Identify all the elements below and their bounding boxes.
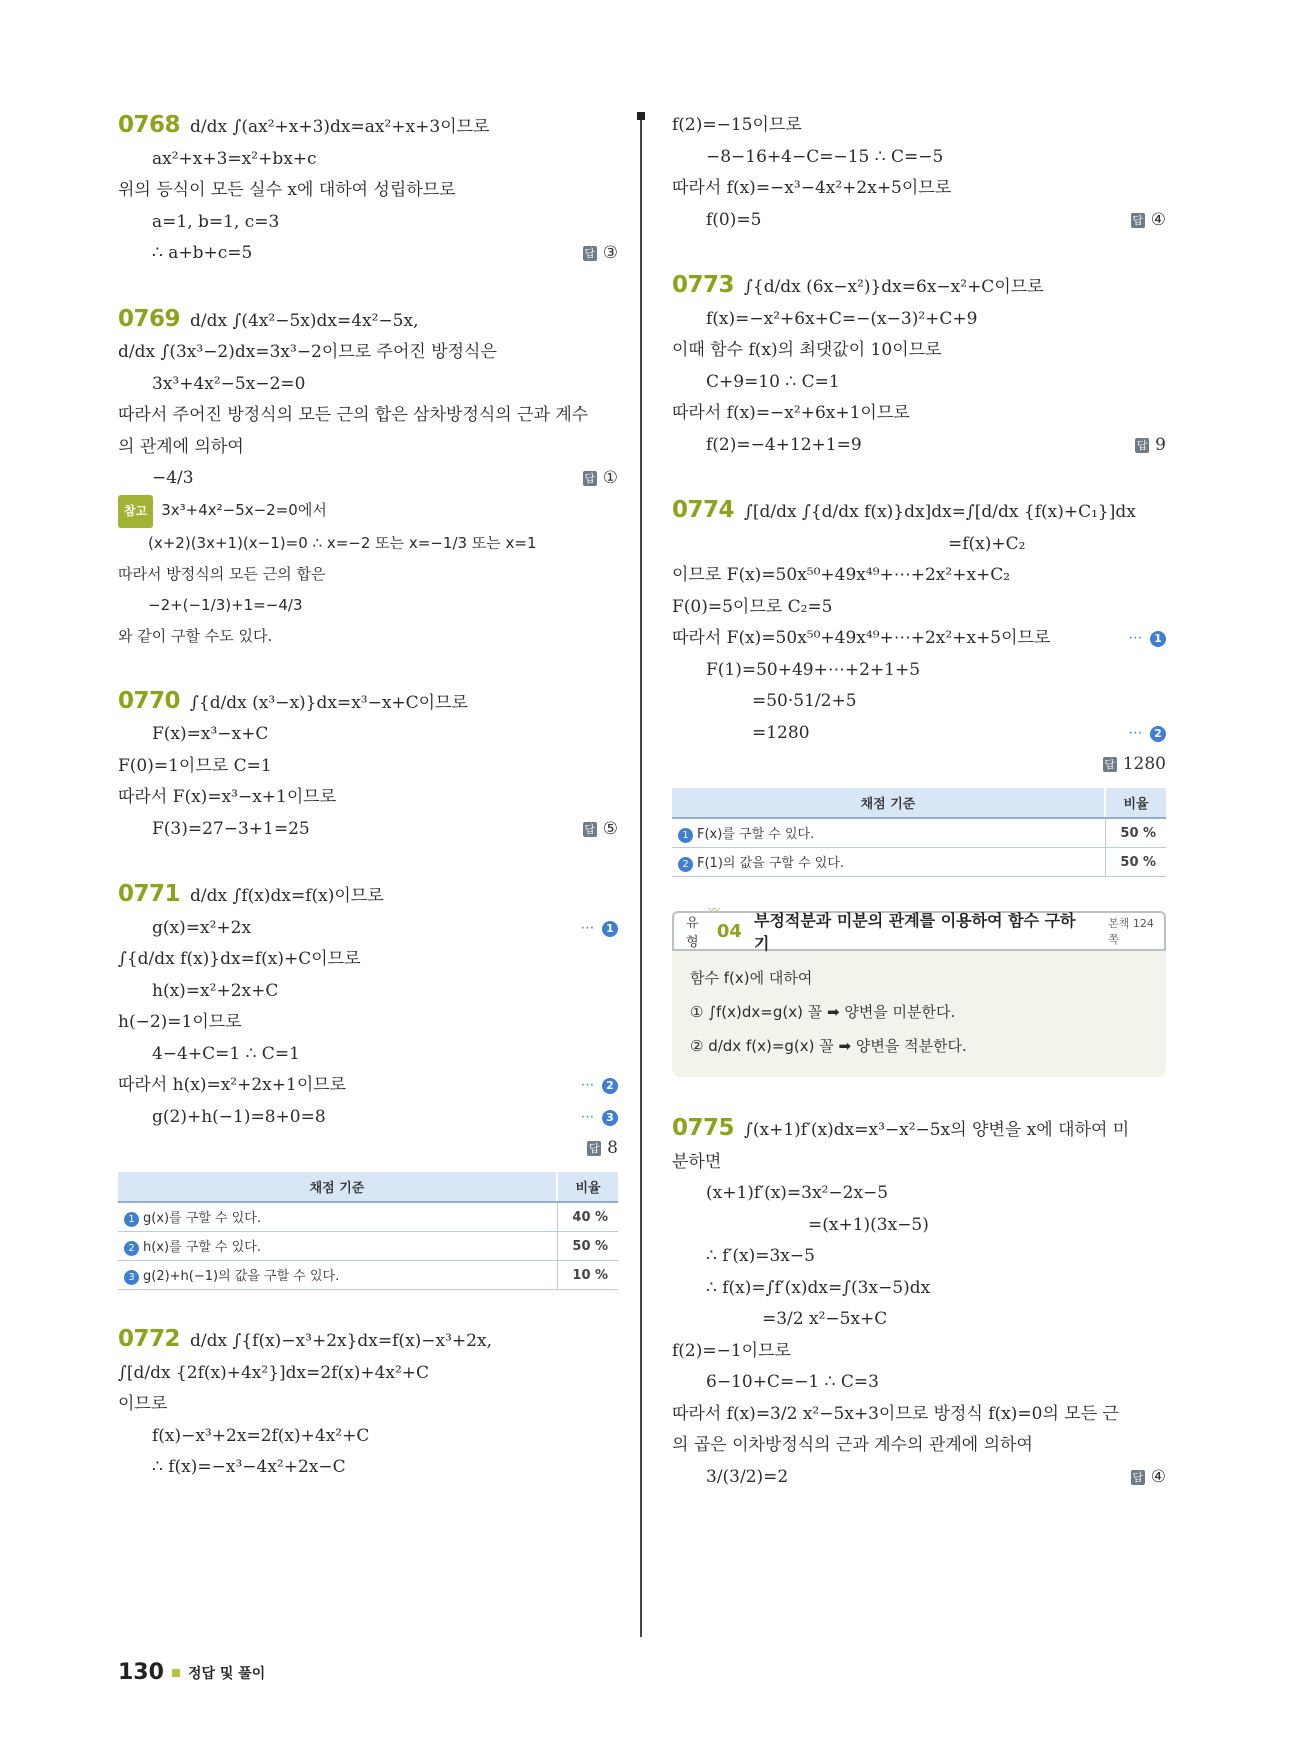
answer-icon: 답 bbox=[584, 472, 596, 485]
solution-line: d/dx ∫(ax²+x+3)dx=ax²+x+3이므로 bbox=[190, 117, 490, 137]
solution-line: 따라서 f(x)=−x²+6x+1이므로 bbox=[672, 403, 910, 423]
solution-line: ∫{d/dx (6x−x²)}dx=6x−x²+C이므로 bbox=[744, 277, 1044, 297]
criterion-number: 1 bbox=[678, 828, 693, 843]
right-column bbox=[672, 110, 1166, 1527]
solution-line: 6−10+C=−1 ∴ C=3 bbox=[706, 1372, 879, 1392]
problem-0770 bbox=[118, 686, 618, 846]
answer-mark bbox=[583, 814, 618, 846]
problem-0775 bbox=[672, 1113, 1166, 1493]
type-line: 함수 f(x)에 대하여 bbox=[690, 969, 813, 987]
solution-line: F(x)=x³−x+C bbox=[152, 724, 269, 744]
solution-line: ∫[d/dx {2f(x)+4x²}]dx=2f(x)+4x²+C bbox=[118, 1362, 430, 1383]
note-label: 참고 bbox=[118, 495, 153, 528]
solution-line: g(x)=x²+2x bbox=[152, 917, 252, 938]
problem-number: 0775 bbox=[672, 1115, 735, 1141]
column-divider bbox=[640, 112, 642, 1637]
solution-line: f(x)−x³+2x=2f(x)+4x²+C bbox=[152, 1425, 370, 1446]
solution-line: =(x+1)(3x−5) bbox=[808, 1214, 929, 1235]
problem-0773 bbox=[672, 270, 1166, 461]
answer-value: 8 bbox=[607, 1138, 618, 1158]
note-line: 따라서 방정식의 모든 근의 합은 bbox=[118, 564, 326, 583]
step-marker: ⋯ 2 bbox=[581, 1070, 618, 1102]
problem-number: 0770 bbox=[118, 687, 181, 714]
footer-title: 정답 및 풀이 bbox=[187, 1665, 266, 1682]
answer-value: ④ bbox=[1150, 1466, 1166, 1487]
criterion-number: 3 bbox=[124, 1270, 139, 1285]
answer-icon: 답 bbox=[588, 1142, 600, 1155]
solution-line: 3x³+4x²−5x−2=0 bbox=[152, 373, 306, 394]
step-marker: ⋯ 3 bbox=[581, 1102, 618, 1134]
solution-line: 따라서 F(x)=x³−x+1이므로 bbox=[118, 787, 337, 807]
problem-number: 0768 bbox=[118, 112, 181, 138]
table-row bbox=[118, 1202, 618, 1232]
solution-line: =f(x)+C₂ bbox=[948, 533, 1026, 554]
step-number: 1 bbox=[1150, 631, 1166, 647]
answer-value: ① bbox=[602, 468, 618, 488]
footer-square bbox=[172, 1669, 180, 1677]
solution-line: 의 곱은 이차방정식의 근과 계수의 관계에 의하여 bbox=[672, 1435, 1033, 1455]
solution-line: 따라서 F(x)=50x⁵⁰+49x⁴⁹+⋯+2x²+x+5이므로 bbox=[672, 628, 1051, 648]
table-row bbox=[672, 848, 1166, 877]
note-line: 와 같이 구할 수도 있다. bbox=[118, 626, 273, 645]
answer-value: ⑤ bbox=[602, 818, 618, 839]
problem-0772 bbox=[118, 1324, 618, 1484]
answer-icon: 답 bbox=[1132, 213, 1144, 227]
step-marker: ⋯ 1 bbox=[1129, 623, 1166, 655]
criterion-rate: 50 % bbox=[1105, 818, 1166, 848]
answer-icon: 답 bbox=[584, 247, 596, 260]
table-row bbox=[118, 1261, 618, 1290]
solution-line: ax²+x+3=x²+bx+c bbox=[152, 148, 317, 169]
solution-line: h(−2)=1이므로 bbox=[118, 1012, 242, 1032]
type-box bbox=[672, 903, 1166, 1077]
left-column bbox=[118, 110, 618, 1518]
solution-line: 분하면 bbox=[672, 1151, 722, 1172]
solution-line: −4/3 bbox=[152, 468, 194, 488]
solution-line: d/dx ∫(4x²−5x)dx=4x²−5x, bbox=[190, 310, 419, 331]
solution-line: ∴ f(x)=−x³−4x²+2x−C bbox=[152, 1457, 346, 1477]
problem-0769 bbox=[118, 304, 618, 652]
note-line: 3x³+4x²−5x−2=0에서 bbox=[161, 500, 327, 519]
solution-line: 따라서 f(x)=−x³−4x²+2x+5이므로 bbox=[672, 178, 952, 198]
answer-mark bbox=[583, 238, 618, 270]
answer-mark bbox=[587, 1133, 618, 1165]
solution-line: =1280 bbox=[752, 722, 810, 743]
solution-line: 4−4+C=1 ∴ C=1 bbox=[152, 1043, 300, 1064]
criterion-number: 2 bbox=[678, 857, 693, 872]
solution-line: F(0)=5이므로 C₂=5 bbox=[672, 596, 833, 617]
criterion-text: g(2)+h(−1)의 값을 구할 수 있다. bbox=[143, 1269, 340, 1284]
page-number: 130 bbox=[118, 1660, 164, 1685]
table-row bbox=[672, 818, 1166, 848]
problem-number: 0772 bbox=[118, 1326, 181, 1352]
solution-line: ∫{d/dx (x³−x)}dx=x³−x+C이므로 bbox=[190, 692, 468, 713]
zigzag-decoration: 〰 bbox=[708, 903, 721, 917]
solution-line: d/dx ∫f(x)dx=f(x)이므로 bbox=[190, 886, 384, 906]
solution-line: d/dx ∫{f(x)−x³+2x}dx=f(x)−x³+2x, bbox=[190, 1331, 492, 1351]
solution-line: −8−16+4−C=−15 ∴ C=−5 bbox=[706, 146, 944, 167]
solution-line: ∫(x+1)f′(x)dx=x³−x²−5x의 양변을 x에 대하여 미 bbox=[744, 1120, 1130, 1140]
criterion-text: h(x)를 구할 수 있다. bbox=[143, 1240, 261, 1255]
answer-icon: 답 bbox=[1136, 438, 1148, 452]
answer-icon: 답 bbox=[1104, 758, 1116, 771]
type-number: 04 bbox=[716, 920, 742, 942]
solution-line: f(2)=−1이므로 bbox=[672, 1340, 791, 1361]
table-header: 비율 bbox=[1105, 788, 1166, 818]
type-body bbox=[672, 951, 1166, 1077]
step-marker: ⋯ 1 bbox=[581, 913, 618, 945]
solution-line: 위의 등식이 모든 실수 x에 대하여 성립하므로 bbox=[118, 180, 456, 200]
answer-value: 9 bbox=[1155, 434, 1166, 455]
solution-line: ∫[d/dx ∫{d/dx f(x)}dx]dx=∫[d/dx {f(x)+C₁}]dx bbox=[744, 502, 1136, 522]
solution-line: 따라서 h(x)=x²+2x+1이므로 bbox=[118, 1075, 347, 1095]
criterion-rate: 50 % bbox=[1105, 848, 1166, 877]
step-number: 2 bbox=[1150, 726, 1166, 742]
criterion-text: g(x)를 구할 수 있다. bbox=[143, 1211, 261, 1226]
solution-line: f(0)=5 bbox=[706, 209, 762, 230]
solution-line: f(2)=−4+12+1=9 bbox=[706, 434, 862, 455]
answer-value: 1280 bbox=[1122, 754, 1166, 774]
note-line: −2+(−1/3)+1=−4/3 bbox=[148, 595, 303, 614]
solution-line: a=1, b=1, c=3 bbox=[152, 211, 280, 232]
answer-icon: 답 bbox=[1132, 1470, 1144, 1484]
answer-value: ③ bbox=[602, 243, 618, 263]
scoring-table bbox=[672, 788, 1166, 877]
criterion-rate: 50 % bbox=[557, 1232, 618, 1261]
criterion-rate: 10 % bbox=[557, 1261, 618, 1290]
answer-mark bbox=[583, 463, 618, 495]
solution-line: ∴ f(x)=∫f′(x)dx=∫(3x−5)dx bbox=[706, 1277, 931, 1298]
answer-mark bbox=[1103, 749, 1166, 781]
solution-line: ∴ a+b+c=5 bbox=[152, 243, 253, 263]
solution-line: 따라서 f(x)=3/2 x²−5x+3이므로 방정식 f(x)=0의 모든 근 bbox=[672, 1403, 1119, 1424]
criterion-text: F(x)를 구할 수 있다. bbox=[697, 827, 815, 842]
note-line: (x+2)(3x+1)(x−1)=0 ∴ x=−2 또는 x=−1/3 또는 x=1 bbox=[148, 533, 537, 552]
solution-line: ∴ f′(x)=3x−5 bbox=[706, 1246, 815, 1266]
step-number: 2 bbox=[602, 1078, 618, 1094]
scoring-table bbox=[118, 1172, 618, 1290]
problem-number: 0771 bbox=[118, 881, 181, 907]
problem-0771 bbox=[118, 879, 618, 1290]
table-header: 채점 기준 bbox=[118, 1172, 557, 1202]
step-marker: ⋯ 2 bbox=[1129, 718, 1166, 750]
solution-line: f(x)=−x²+6x+C=−(x−3)²+C+9 bbox=[706, 308, 978, 329]
table-header: 채점 기준 bbox=[672, 788, 1105, 818]
type-header bbox=[672, 911, 1166, 951]
criterion-text: F(1)의 값을 구할 수 있다. bbox=[697, 856, 845, 871]
solution-line: g(2)+h(−1)=8+0=8 bbox=[152, 1106, 326, 1127]
solution-line: 이때 함수 f(x)의 최댓값이 10이므로 bbox=[672, 340, 942, 360]
problem-number: 0774 bbox=[672, 497, 735, 523]
type-reference: 본책 124쪽 bbox=[1108, 917, 1154, 946]
answer-value: ④ bbox=[1150, 209, 1166, 230]
divider-cap bbox=[637, 112, 645, 120]
solution-line: C+9=10 ∴ C=1 bbox=[706, 371, 840, 392]
solution-line: =3/2 x²−5x+C bbox=[762, 1309, 888, 1329]
problem-number: 0769 bbox=[118, 305, 181, 332]
table-row bbox=[118, 1232, 618, 1261]
problem-0772-continued bbox=[672, 110, 1166, 236]
solution-line: 이므로 bbox=[118, 1394, 168, 1414]
answer-mark bbox=[1131, 1462, 1166, 1494]
solution-line: =50·51/2+5 bbox=[752, 691, 857, 711]
answer-mark bbox=[1135, 430, 1166, 462]
table-header: 비율 bbox=[557, 1172, 618, 1202]
problem-number: 0773 bbox=[672, 272, 735, 298]
solution-line: ∫{d/dx f(x)}dx=f(x)+C이므로 bbox=[118, 949, 361, 969]
solution-line: F(0)=1이므로 C=1 bbox=[118, 755, 272, 776]
solution-line: 의 관계에 의하여 bbox=[118, 436, 244, 457]
type-line: ② d/dx f(x)=g(x) 꼴 ➡ 양변을 적분한다. bbox=[690, 1037, 967, 1055]
criterion-number: 1 bbox=[124, 1212, 139, 1227]
solution-line: 따라서 주어진 방정식의 모든 근의 합은 삼차방정식의 근과 계수 bbox=[118, 405, 589, 425]
solution-line: F(1)=50+49+⋯+2+1+5 bbox=[706, 659, 921, 680]
criterion-rate: 40 % bbox=[557, 1202, 618, 1232]
problem-0774 bbox=[672, 495, 1166, 877]
solution-line: 3/(3/2)=2 bbox=[706, 1466, 789, 1487]
solution-line: (x+1)f′(x)=3x²−2x−5 bbox=[706, 1183, 889, 1203]
page-footer bbox=[118, 1660, 265, 1685]
answer-icon: 답 bbox=[584, 822, 596, 836]
criterion-number: 2 bbox=[124, 1241, 139, 1256]
problem-0768 bbox=[118, 110, 618, 270]
step-number: 1 bbox=[602, 921, 618, 937]
type-line: ① ∫f(x)dx=g(x) 꼴 ➡ 양변을 미분한다. bbox=[690, 1003, 956, 1021]
type-label: 유형 bbox=[686, 916, 699, 950]
step-number: 3 bbox=[602, 1110, 618, 1126]
solution-line: F(3)=27−3+1=25 bbox=[152, 818, 310, 839]
answer-mark bbox=[1131, 205, 1166, 237]
solution-line: f(2)=−15이므로 bbox=[672, 115, 802, 135]
type-title: 부정적분과 미분의 관계를 이용하여 함수 구하기 bbox=[753, 911, 1076, 953]
solution-line: d/dx ∫(3x³−2)dx=3x³−2이므로 주어진 방정식은 bbox=[118, 342, 497, 362]
solution-line: h(x)=x²+2x+C bbox=[152, 980, 279, 1001]
solution-line: 이므로 F(x)=50x⁵⁰+49x⁴⁹+⋯+2x²+x+C₂ bbox=[672, 565, 1011, 585]
